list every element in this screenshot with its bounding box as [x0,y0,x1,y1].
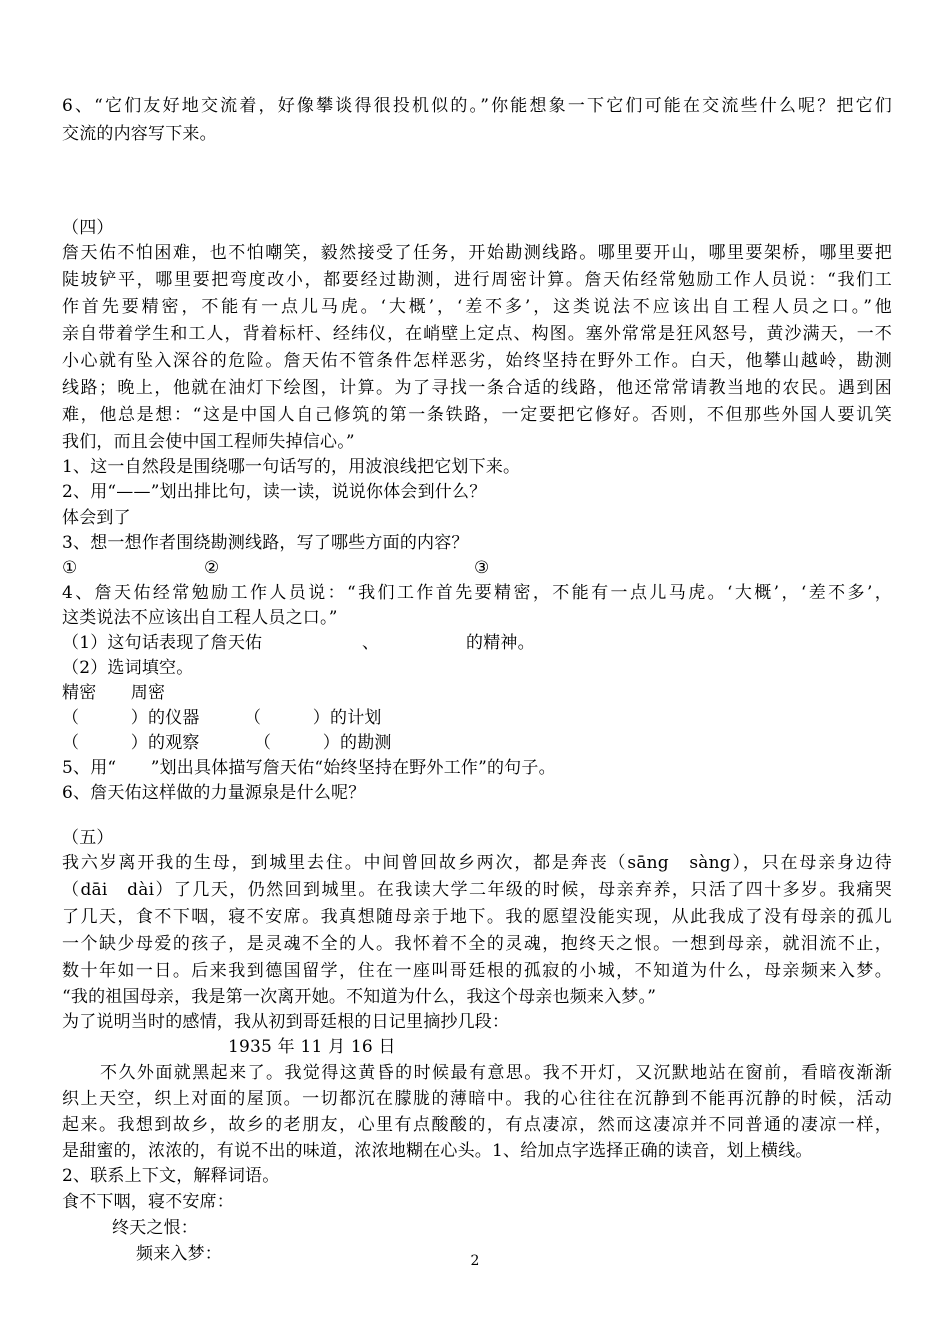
section-4-question-4-sub-2: （2）选词填空。 [62,658,194,678]
section-5-heading: （五） [62,828,114,848]
term-1: 食不下咽，寝不安席： [62,1192,234,1212]
circled-mark-3: ③ [474,558,490,578]
diary-line: 是甜蜜的，浓浓的，有说不出的味道，浓浓地糊在心头。1、给加点字选择正确的读音，划上横线。 [62,1141,813,1161]
section-4-question-3: 3、想一想作者围绕勘测线路，写了哪些方面的内容？ [62,533,469,553]
page-number: 2 [470,1253,480,1269]
question-6-line-1: 6、“它们友好地交流着，好像攀谈得很投机似的。”你能想象一下它们可能在交流些什么呢？把它们 [62,96,892,116]
diary-line: 不久外面就黑起来了。我觉得这黄昏的时候最有意思。我不开灯，又沉默地站在窗前，看暗夜渐渐 [100,1063,892,1083]
section-5-passage-line: “我的祖国母亲，我是第一次离开她。不知道为什么，我这个母亲也频来入梦。” [62,987,657,1007]
section-4-passage-line: 难，他总是想：“这是中国人自己修筑的第一条铁路，一定要把它修好。否则，不但那些外国人要讥笑 [62,405,892,425]
section-4-heading: （四） [62,218,114,238]
word-choices: 精密 周密 [62,683,166,703]
section-4-question-4-sub-1: （1）这句话表现了詹天佑 [62,633,263,653]
section-4-passage-line: 亲自带着学生和工人，背着标杆、经纬仪，在峭壁上定点、构图。塞外常常是狂风怒号，黄沙满天，一不 [62,324,892,344]
section-4-question-6: 6、詹天佑这样做的力量源泉是什么呢？ [62,783,366,803]
fill-blank-3: （ ）的观察 [62,733,200,753]
section-4-question-2-answer: 体会到了 [62,508,131,528]
section-4-passage-line: 詹天佑不怕困难，也不怕嘲笑，毅然接受了任务，开始勘测线路。哪里要开山，哪里要架桥，哪里要把 [62,243,892,263]
section-5-passage-line: 了几天，食不下咽，寝不安席。我真想随母亲于地下。我的愿望没能实现，从此我成了没有母亲的孤儿 [62,907,892,927]
section-4-question-2: 2、用“——”划出排比句，读一读，说说你体会到什么？ [62,482,487,502]
section-4-passage-line: 作首先要精密，不能有一点儿马虎。‘大概’，‘差不多’，这类说法不应该出自工程人员之口。”他 [62,297,892,317]
circled-mark-2: ② [204,558,220,578]
section-4-question-4-line-2: 这类说法不应该出自工程人员之口。” [62,608,338,628]
term-2: 终天之恨： [112,1218,198,1238]
section-4-question-4-line-1: 4、詹天佑经常勉励工作人员说：“我们工作首先要精密，不能有一点儿马虎。‘大概’，‘差不多’， [62,583,892,603]
section-4-passage-line: 我们，而且会使中国工程师失掉信心。” [62,432,355,452]
section-5-passage-line: 为了说明当时的感情，我从初到哥廷根的日记里摘抄几段： [62,1012,510,1032]
fill-blank-2: （ ）的计划 [244,708,382,728]
diary-line: 织上天空，织上对面的屋顶。一切都沉在朦胧的薄暗中。我的心往往在沉静到不能再沉静的时候，活动 [62,1089,892,1109]
section-4-question-1: 1、这一自然段是围绕哪一句话写的，用波浪线把它划下来。 [62,457,521,477]
section-5-passage-line: 数十年如一日。后来我到德国留学，住在一座叫哥廷根的孤寂的小城，不知道为什么，母亲频来入梦。 [62,961,892,981]
section-4-passage-line: 线路；晚上，他就在油灯下绘图，计算。为了寻找一条合适的线路，他还常常请教当地的农民。遇到困 [62,378,892,398]
question-6-line-2: 交流的内容写下来。 [62,124,217,144]
section-5-passage-line: 一个缺少母爱的孩子，是灵魂不全的人。我怀着不全的灵魂，抱终天之恨。一想到母亲，就泪流不止， [62,934,892,954]
diary-date: 1935 年 11 月 16 日 [228,1037,396,1057]
fill-blank-4: （ ）的勘测 [254,733,392,753]
fill-blank-1: （ ）的仪器 [62,708,200,728]
circled-mark-1: ① [62,558,78,578]
section-4-question-4-sub-1-end: 的精神。 [466,633,535,653]
section-5-question-2: 2、联系上下文，解释词语。 [62,1166,280,1186]
section-5-passage-line: （dāi dài）了几天，仍然回到城里。在我读大学二年级的时候，母亲弃养，只活了四十多岁。我痛哭 [62,880,892,900]
section-4-question-5: 5、用“ ”划出具体描写詹天佑“始终坚持在野外工作”的句子。 [62,758,556,778]
term-3: 频来入梦： [136,1244,222,1264]
diary-line: 起来。我想到故乡，故乡的老朋友，心里有点酸酸的，有点凄凉，然而这凄凉并不同普通的凄凉一样， [62,1115,892,1135]
section-4-question-4-sub-1-separator: 、 [362,633,380,653]
section-5-passage-line: 我六岁离开我的生母，到城里去住。中间曾回故乡两次，都是奔丧（sāng sàng），只在母亲身边待 [62,853,892,873]
section-4-passage-line: 小心就有坠入深谷的危险。詹天佑不管条件怎样恶劣，始终坚持在野外工作。白天，他攀山越岭，勘测 [62,351,892,371]
section-4-passage-line: 陡坡铲平，哪里要把弯度改小，都要经过勘测，进行周密计算。詹天佑经常勉励工作人员说：“我们工 [62,270,892,290]
